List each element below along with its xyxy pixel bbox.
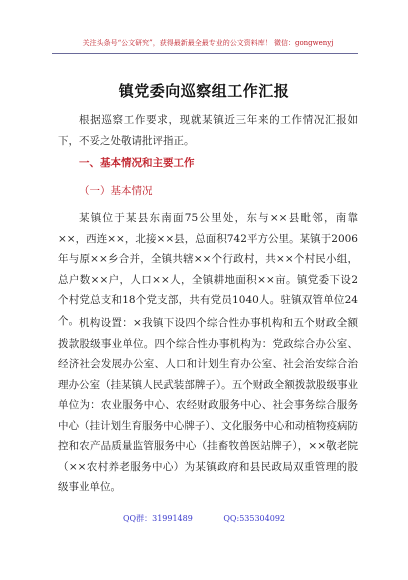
document-title: 镇党委向巡察组工作汇报 <box>118 82 290 100</box>
footer-contact <box>0 513 408 524</box>
basic-situation-paragraph: 某镇位于某县东南面75公里处，东与××县毗邻，南靠××，西连××，北接××县，总面积742平方公里。某镇于2006年与原××乡合并，全镇共辖××个行政村，共××个村民小组，总户数××户，人口××人，全镇耕地面积××亩。镇党委下设2个村党总支和18个党支部，共有党员1040人。驻镇双管单位24个。 <box>58 212 358 327</box>
header-divider <box>52 53 358 54</box>
intro-paragraph: 根据巡察工作要求，现就某镇近三年来的工作情况汇报如下，不妥之处敬请批评指正。 <box>58 114 358 147</box>
footer-qq: QQ:535304092 <box>223 514 285 523</box>
header-banner: 关注头条号“公文研究”，获得最新最全最专业的公文资料库！ 微信：gongwenyj <box>82 39 334 47</box>
section-heading-basic-situation-and-work: 一、基本情况和主要工作 <box>79 157 195 169</box>
subsection-heading-basic-situation: （一）基本情况 <box>79 185 153 197</box>
organization-paragraph: 机构设置：×我镇下设四个综合性办事机构和五个财政全额拨款股级事业单位。四个综合性办事机构为：党政综合办公室、经济社会发展办公室、人口和计划生育办公室、社会治安综合治理办公室（挂某镇人民武装部牌子）。五个财政全额拨款股级事业单位为：农业服务中心、农经财政服务中心、社会事务综合服务中心（挂计划生育服务中心牌子）、文化服务中心和动植物疫病防控和农产品质量监管服务中心（挂畜牧兽医站牌子），××敬老院（××农村养老服务中心）为某镇政府和县民政局双重管理的股级事业单位。 <box>58 317 358 493</box>
footer-qq-group: QQ群：31991489 <box>122 514 193 523</box>
